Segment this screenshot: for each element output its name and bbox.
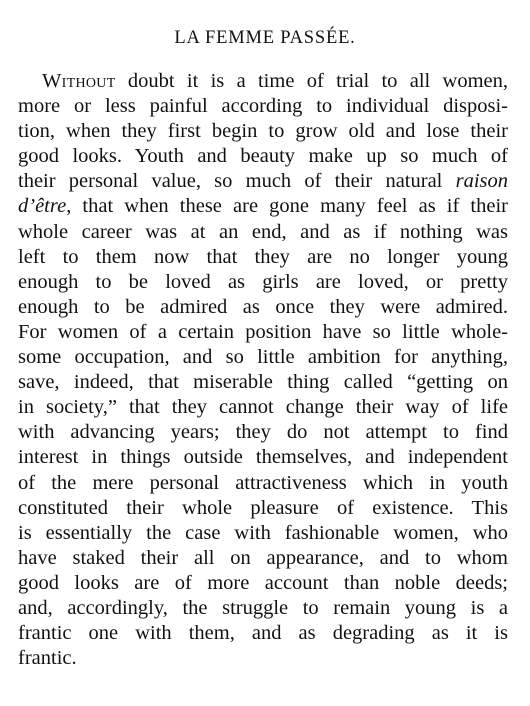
text-segment: whole career was at an end, and as if nothing was: [18, 220, 508, 243]
text-segment: left to them now that they are no longer young: [18, 245, 508, 268]
text-segment: save, indeed, that miserable thing called “getting on: [18, 371, 508, 394]
text-segment: some occupation, and so little ambition for anything,: [18, 346, 508, 369]
text-segment: in society,” that they cannot change their way of life: [18, 396, 508, 419]
italic-text: raison: [455, 170, 508, 193]
text-line: [18, 220, 508, 245]
text-line: [18, 445, 508, 470]
body-paragraph: [18, 69, 508, 671]
text-segment: is essentially the case with fashionable women, who: [18, 521, 508, 544]
text-line: [18, 546, 508, 571]
text-segment: enough to be loved as girls are loved, or pretty: [18, 270, 508, 293]
chapter-title: LA FEMME PASSÉE.: [174, 28, 356, 48]
text-line: [18, 345, 508, 370]
text-line: [18, 295, 508, 320]
text-line: [18, 119, 508, 144]
text-line: [18, 270, 508, 295]
text-segment: frantic.: [18, 647, 77, 670]
text-segment: tion, when they first begin to grow old and lose their: [18, 120, 508, 143]
text-line: [18, 395, 508, 420]
text-line: [18, 571, 508, 596]
text-segment: have staked their all on appearance, and to whom: [18, 546, 508, 569]
text-segment: of the mere personal attractiveness which in youth: [18, 471, 508, 494]
text-line: [18, 521, 508, 546]
text-segment: , that when these are gone many feel as if their: [66, 195, 508, 218]
text-line: [18, 245, 508, 270]
text-line: [18, 420, 508, 445]
text-segment: For women of a certain position have so little whole-: [18, 320, 508, 343]
text-line: [18, 596, 508, 621]
text-segment: with advancing years; they do not attempt to find: [18, 421, 508, 444]
text-line: [18, 144, 508, 169]
text-segment: enough to be admired as once they were admired.: [18, 295, 508, 318]
text-line: [18, 646, 508, 671]
text-line: [18, 496, 508, 521]
text-line: [18, 94, 508, 119]
text-line: [18, 370, 508, 395]
italic-text: d’être: [18, 195, 67, 218]
text-line: [18, 169, 508, 194]
text-line: [18, 320, 508, 345]
text-line: [18, 194, 508, 219]
text-segment: interest in things outside themselves, and independent: [18, 446, 508, 469]
text-line: [18, 471, 508, 496]
text-segment: more or less painful according to individual disposi-: [18, 95, 508, 118]
text-segment: and, accordingly, the struggle to remain young is a: [18, 596, 508, 619]
text-segment: doubt it is a time of trial to all women,: [115, 70, 508, 92]
small-caps-text: Without: [42, 70, 116, 92]
text-segment: good looks are of more account than noble deeds;: [18, 571, 508, 594]
text-line: [18, 621, 508, 646]
text-segment: good looks. Youth and beauty make up so much of: [18, 145, 508, 168]
text-line: [18, 69, 508, 94]
text-segment: their personal value, so much of their natural: [18, 170, 456, 193]
text-segment: constituted their whole pleasure of existence. This: [18, 496, 508, 519]
text-segment: frantic one with them, and as degrading as it is: [18, 622, 508, 645]
